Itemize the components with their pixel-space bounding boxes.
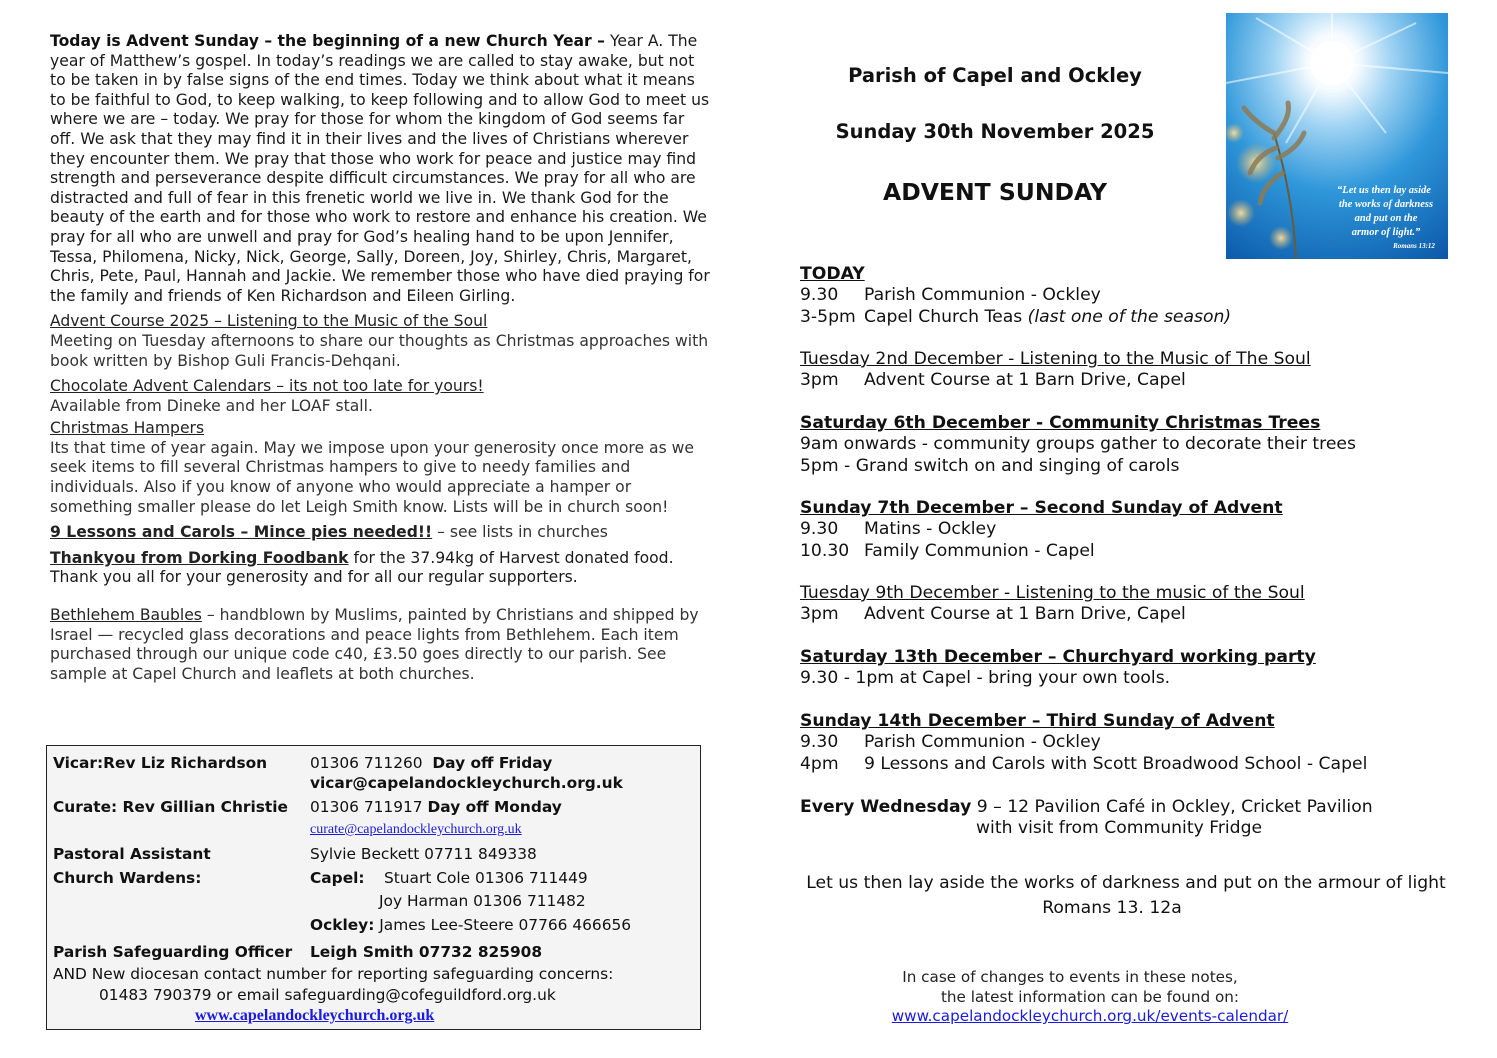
event-text: Matins - Ockley [864, 519, 997, 540]
left-column [50, 32, 710, 690]
service-date: Sunday 30th November 2025 [835, 120, 1155, 143]
time: 3-5pm [800, 306, 856, 327]
foodbank-notice [50, 549, 710, 588]
sat13-text: 9.30 - 1pm at Capel - bring your own tools. [800, 668, 1171, 689]
verse-ref: Romans 13. 12a [1042, 898, 1182, 919]
time: 9.30 [800, 285, 839, 306]
advent-course-title: Advent Course 2025 – Listening to the Music of the Soul [50, 312, 488, 331]
time: 3pm [800, 370, 839, 391]
vicar-label: Vicar:Rev Liz Richardson [53, 754, 268, 772]
wednesday-line [800, 797, 1373, 818]
ockley-label: Ockley: [310, 916, 375, 934]
baubles-notice [50, 606, 710, 684]
curate-phone: 01306 711917 [310, 798, 423, 816]
sat6-line-2: 5pm - Grand switch on and singing of carols [800, 455, 1180, 476]
lessons-title: 9 Lessons and Carols – Mince pies needed!! [50, 523, 433, 542]
tue2-section [800, 349, 1311, 392]
website-link[interactable]: www.capelandockleychurch.org.uk [195, 1007, 435, 1024]
foodbank-title: Thankyou from Dorking Foodbank [50, 548, 349, 567]
wednesday-text: 9 – 12 Pavilion Café in Ockley, Cricket Pavilion [971, 797, 1373, 817]
sunburst-image [1226, 13, 1448, 259]
capel-warden-1: Stuart Cole 01306 711449 [384, 869, 588, 887]
today-item-1 [800, 285, 1231, 306]
time: 9.30 [800, 732, 839, 753]
ockley-warden: James Lee-Steere 07766 466656 [379, 916, 632, 934]
event-text: Parish Communion - Ockley [864, 285, 1101, 306]
tue2-item [800, 370, 1311, 391]
diocesan-line-1: AND New diocesan contact number for reporting safeguarding concerns: [53, 965, 614, 983]
time: 3pm [800, 604, 839, 625]
verse-text: Let us then lay aside the works of darkness and put on the armour of light [806, 873, 1446, 893]
curate-label: Curate: Rev Gillian Christie [53, 798, 289, 816]
intro-paragraph [50, 32, 710, 306]
event-text: Advent Course at 1 Barn Drive, Capel [864, 604, 1186, 625]
events-calendar-link[interactable]: www.capelandockleychurch.org.uk/events-calendar/ [891, 1007, 1289, 1025]
safeguarding-label: Parish Safeguarding Officer [53, 943, 293, 961]
intro-text: Year A. The year of Matthew’s gospel. In today’s readings we are called to stay awake, but not to be taken in by false signs of the end times. Today we think about what it means to be faithful to God, to keep walking, to keep following and to allow God to meet us where we are – today. We pray for those for whom the kingdom of God seems far off. We ask that they may find it in their lives and the lives of Christians wherever they encounter them. We pray that those who work for peace and justice may find strength and perseverance despite difficult circumstances. We pray for all who are distracted and full of fear in this frenetic world we live in. We thank God for the beauty of the earth and for those who work to restore and enhance his creation. We pray for all who are unwell and pray for God’s healing hand to be upon Jennifer, Tessa, Philomena, Nicky, Nick, George, Sally, Doreen, Joy, Shirley, Chris, Margaret, Chris, Pete, Paul, Hannah and Jackie. We remember those who have died praying for the family and friends of Ken Richardson and Eileen Girling. [50, 32, 710, 305]
sat13-section [800, 647, 1316, 690]
ockley-row [310, 914, 631, 936]
sun7-section [800, 498, 1283, 562]
occasion-title: ADVENT SUNDAY [883, 178, 1107, 206]
quote-line-4: armor of light.” [1351, 227, 1421, 238]
capel-label: Capel: [310, 869, 365, 887]
lessons-text: – see lists in churches [432, 523, 608, 542]
advent-course-notice [50, 312, 710, 371]
calendars-notice [50, 377, 710, 416]
tue2-title: Tuesday 2nd December - Listening to the Music of The Soul [800, 349, 1311, 369]
tue9-item [800, 604, 1305, 625]
curate-dayoff: Day off Monday [427, 798, 562, 816]
footer-line-1: In case of changes to events in these notes, [902, 968, 1238, 986]
event-text: Advent Course at 1 Barn Drive, Capel [864, 370, 1186, 391]
vicar-dayoff: Day off Friday [432, 754, 553, 772]
wardens-label: Church Wardens: [53, 869, 202, 887]
diocesan-line-2: 01483 790379 or email safeguarding@cofeguildford.org.uk [99, 986, 556, 1004]
intro-lead: Today is Advent Sunday – the beginning of a new Church Year – [50, 32, 605, 50]
sun7-title: Sunday 7th December – Second Sunday of Advent [800, 498, 1283, 518]
baubles-title: Bethlehem Baubles [50, 606, 202, 625]
baubles-text: – handblown by Muslims, painted by Christians and shipped by Israel — recycled glass decorations and peace lights from Bethlehem. Each item purchased through our unique code c40, £3.50 goes directly to our parish. See sample at Capel Church and leaflets at both churches. [50, 606, 699, 683]
time: 10.30 [800, 540, 850, 561]
event-text: 9 Lessons and Carols with Scott Broadwood School - Capel [864, 753, 1368, 774]
today-title: TODAY [800, 264, 865, 284]
pastoral-value: Sylvie Beckett 07711 849338 [310, 845, 537, 863]
curate-email-link[interactable]: curate@capelandockleychurch.org.uk [310, 822, 522, 837]
time: 9.30 [800, 519, 839, 540]
event-text: Parish Communion - Ockley [864, 732, 1101, 753]
quote-line-2: the works of darkness [1338, 199, 1434, 210]
sat6-section [800, 413, 1356, 477]
footer [790, 968, 1390, 1027]
footer-line-2: the latest information can be found on: [940, 987, 1240, 1006]
time: 4pm [800, 753, 839, 774]
quote-ref: Romans 13:12 [1393, 242, 1435, 250]
sun7-item-2 [800, 541, 1283, 562]
advent-course-text: Meeting on Tuesday afternoons to share our thoughts as Christmas approaches with book written by Bishop Guli Francis-Dehqani. [50, 331, 709, 370]
sun14-item-1 [800, 732, 1367, 753]
contact-box [46, 745, 701, 1030]
quote-line-3: and put on the [1354, 213, 1418, 224]
wednesday-label: Every Wednesday [800, 797, 972, 817]
sun7-item-1 [800, 519, 1283, 540]
foodbank-text: for the 37.94kg of Harvest donated food. Thank you all for your generosity and for all our regular supporters. [50, 548, 674, 587]
vicar-email[interactable]: vicar@capelandockleychurch.org.uk [310, 774, 623, 792]
vicar-phone: 01306 711260 [310, 754, 423, 772]
wednesday-line-2: with visit from Community Fridge [976, 818, 1263, 839]
calendars-text: Available from Dineke and her LOAF stall. [50, 396, 373, 415]
wednesday-section [800, 797, 1373, 840]
advent-photo [1226, 13, 1448, 259]
event-note: (last one of the season) [1027, 306, 1232, 327]
vicar-info [310, 752, 552, 774]
sun14-title: Sunday 14th December – Third Sunday of Advent [800, 711, 1275, 731]
sun14-item-2 [800, 754, 1367, 775]
capel-warden-2: Joy Harman 01306 711482 [379, 892, 586, 910]
tue9-section [800, 583, 1305, 626]
event-text: Capel Church Teas [864, 306, 1023, 327]
hampers-notice [50, 419, 710, 517]
quote-line-1: “Let us then lay aside [1337, 185, 1431, 196]
event-text: Family Communion - Capel [864, 540, 1095, 561]
curate-info [310, 796, 562, 818]
parish-title: Parish of Capel and Ockley [848, 64, 1142, 87]
calendars-title: Chocolate Advent Calendars – its not too late for yours! [50, 377, 484, 396]
today-section [800, 264, 1231, 328]
safeguarding-value: Leigh Smith 07732 825908 [310, 943, 543, 961]
sat6-title: Saturday 6th December - Community Christmas Trees [800, 413, 1321, 433]
verse-section [800, 873, 1452, 920]
sat13-title: Saturday 13th December – Churchyard working party [800, 647, 1316, 667]
sun14-section [800, 711, 1367, 775]
today-item-2 [800, 307, 1231, 328]
hampers-text: Its that time of year again. May we impose upon your generosity once more as we seek items to fill several Christmas hampers to give to needy families and individuals. Also if you know of anyone who would appreciate a hamper or something smaller please do let Leigh Smith know. Lists will be in church soon! [50, 438, 695, 516]
lessons-notice [50, 523, 710, 543]
tue9-title: Tuesday 9th December - Listening to the music of the Soul [800, 583, 1305, 603]
hampers-title: Christmas Hampers [50, 419, 205, 438]
sat6-line-1: 9am onwards - community groups gather to decorate their trees [800, 434, 1356, 455]
pastoral-label: Pastoral Assistant [53, 845, 211, 863]
